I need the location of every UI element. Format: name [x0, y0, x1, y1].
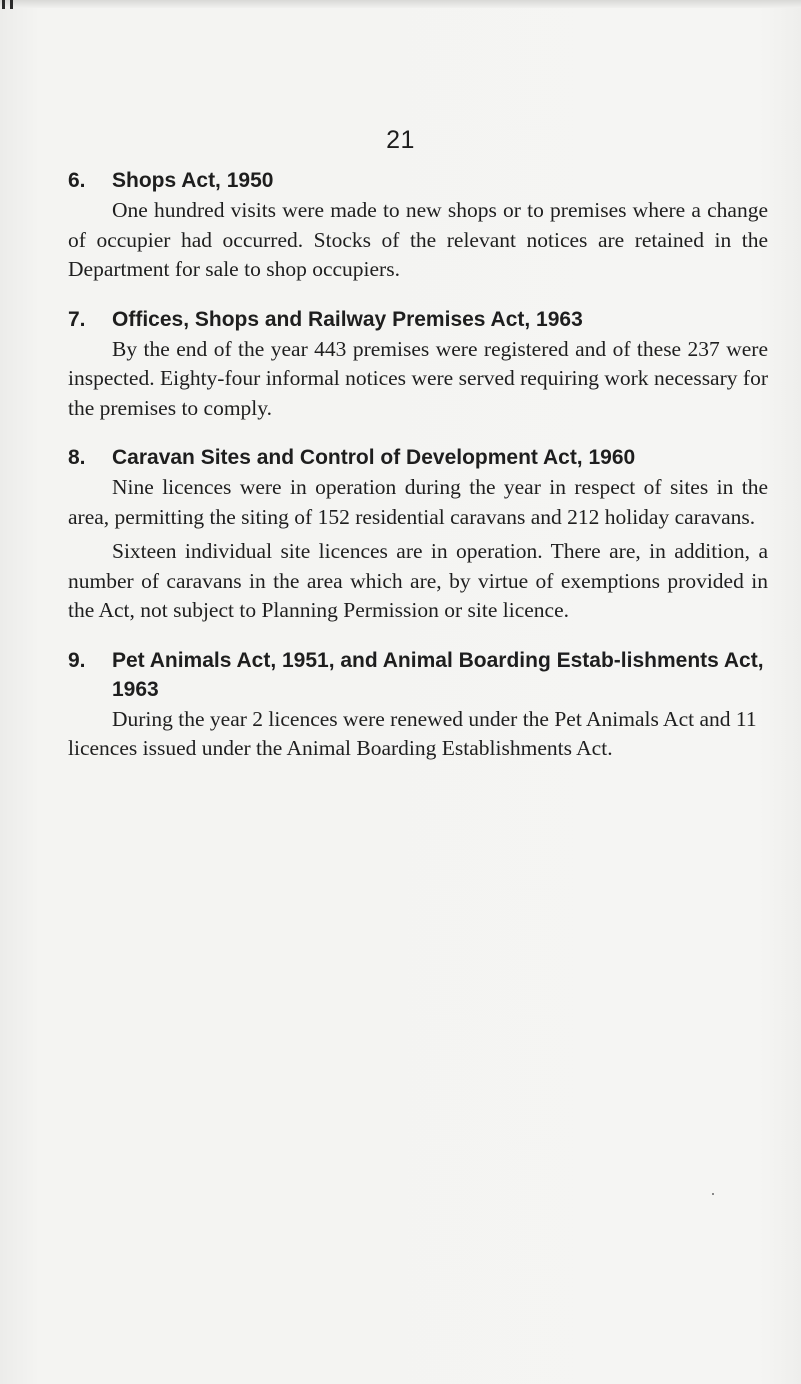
section-number: 8.	[68, 446, 86, 469]
section-heading	[68, 443, 768, 472]
section-caravan-sites-act	[68, 443, 768, 626]
section-title: Offices, Shops and Railway Premises Act, 1963	[112, 307, 583, 331]
edge-mark	[10, 0, 13, 9]
paragraph: During the year 2 licences were renewed under the Pet Animals Act and 11 licences issued under the Animal Boarding Establishments Act.	[68, 706, 757, 760]
section-number: 6.	[68, 169, 86, 192]
paper-speck	[712, 1193, 714, 1195]
section-heading	[68, 305, 768, 334]
section-number: 7.	[68, 307, 86, 331]
paragraph: By the end of the year 443 premises were registered and of these 237 were inspected. Eighty-four informal notices were served requiring work necessary for the premises to comply.	[68, 336, 768, 420]
page-number: 21	[386, 126, 415, 154]
section-title: Caravan Sites and Control of Development Act, 1960	[112, 446, 636, 469]
section-shops-act	[68, 166, 768, 285]
paragraph: Sixteen individual site licences are in operation. There are, in addition, a number of caravans in the area which are, by virtue of exemptions provided in the Act, not subject to Planning Permission or site licence.	[68, 539, 768, 622]
paragraph: Nine licences were in operation during the year in respect of sites in the area, permitting the siting of 152 residential caravans and 212 holiday caravans.	[68, 475, 768, 529]
section-pet-animals-act	[68, 646, 768, 764]
paragraph: One hundred visits were made to new shops or to premises where a change of occupier had occurred. Stocks of the relevant notices are retained in the Department for sale to shop occupiers.	[68, 198, 768, 281]
page-top-edge	[0, 0, 801, 8]
edge-mark	[2, 0, 5, 9]
section-heading	[68, 646, 768, 704]
section-heading	[68, 166, 768, 195]
section-offices-shops-railway-act	[68, 305, 768, 424]
section-number: 9.	[68, 648, 86, 672]
section-title: Shops Act, 1950	[112, 169, 274, 192]
document-body	[68, 166, 768, 784]
section-title: Pet Animals Act, 1951, and Animal Boarding Estab-lishments Act, 1963	[112, 648, 764, 701]
